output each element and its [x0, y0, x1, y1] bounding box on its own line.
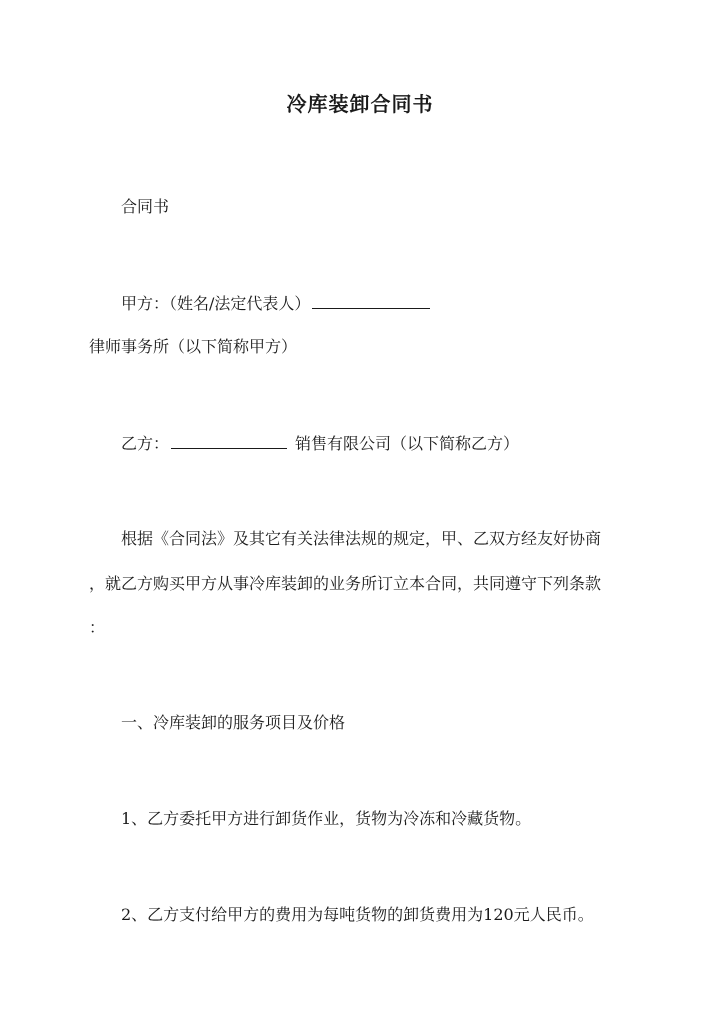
- section-1-title: 一、冷库装卸的服务项目及价格: [121, 713, 346, 732]
- clause-1: 1、乙方委托甲方进行卸货作业，货物为冷冻和冷藏货物。: [121, 809, 532, 828]
- document-title: 冷库装卸合同书: [286, 92, 434, 116]
- party-a-name-blank: [312, 292, 430, 309]
- party-a-line: [121, 292, 432, 315]
- party-b-line: [121, 432, 519, 455]
- clause-2: 2、乙方支付给甲方的费用为每吨货物的卸货费用为120元人民币。: [121, 905, 594, 924]
- party-b-name-blank: [171, 432, 287, 449]
- preamble-line-3: ：: [89, 618, 106, 637]
- preamble-line-2: ，就乙方购买甲方从事冷库装卸的业务所订立本合同，共同遵守下列条款: [89, 574, 602, 593]
- party-b-label: 乙方：: [121, 434, 170, 453]
- party-a-label: 甲方：（姓名/法定代表人）: [121, 294, 311, 313]
- party-a-continuation: 律师事务所（以下简称甲方）: [89, 337, 298, 356]
- preamble-line-1: 根据《合同法》及其它有关法律法规的规定，甲、乙双方经友好协商: [121, 529, 602, 548]
- party-b-suffix: 销售有限公司（以下简称乙方）: [295, 434, 520, 453]
- contract-heading: 合同书: [121, 197, 170, 216]
